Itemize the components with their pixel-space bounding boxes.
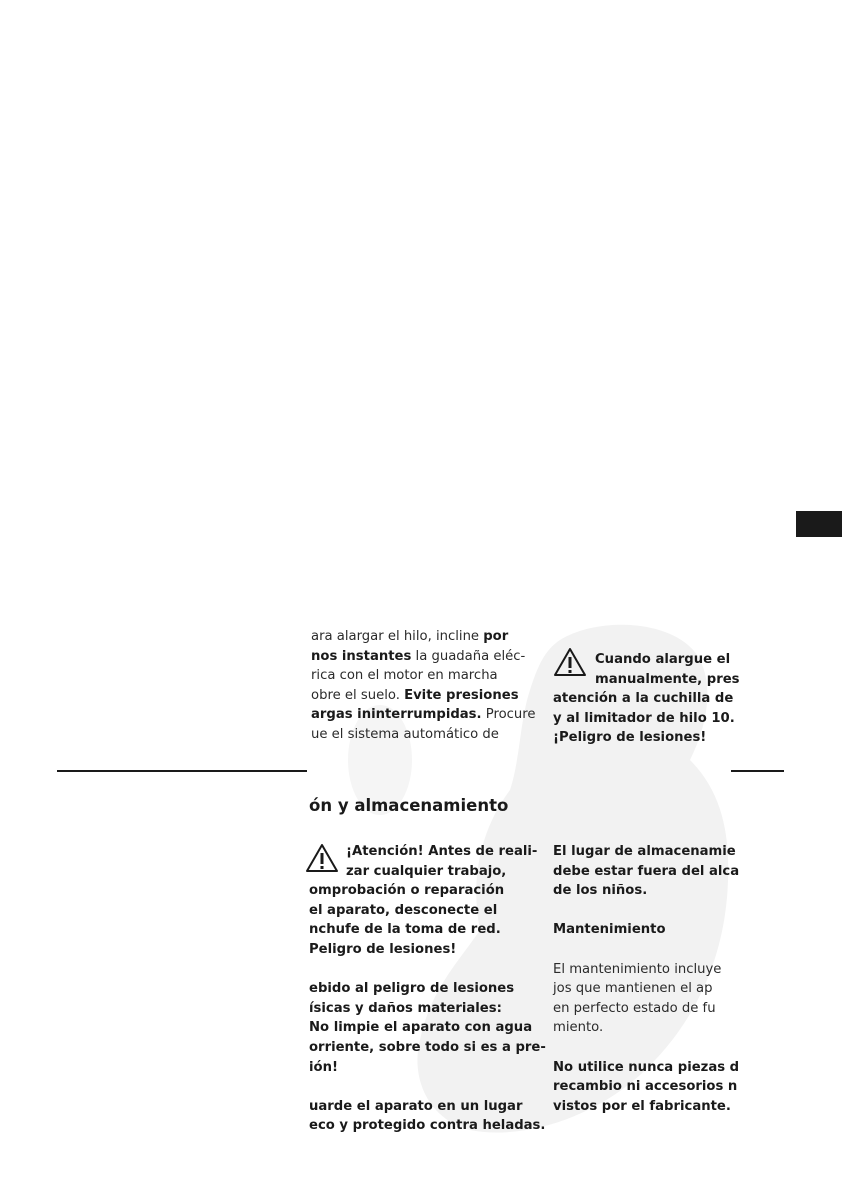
text-line: El mantenimiento incluye — [553, 961, 722, 977]
language-tab-marker — [796, 511, 842, 537]
top-left-paragraph — [311, 627, 536, 745]
text-line: vistos por el fabricante. — [553, 1098, 731, 1114]
text-line: manualmente, pres — [595, 671, 740, 687]
paragraph-gap — [553, 1038, 728, 1058]
text-line: No utilice nunca piezas d — [553, 1059, 740, 1075]
text-line: argas ininterrumpidas. Procure — [311, 707, 536, 723]
text-line: No limpie el aparato con agua — [309, 1020, 533, 1036]
text-line: el aparato, desconecte el — [309, 902, 498, 918]
text-line: ue el sistema automático de — [311, 726, 499, 742]
text-line: nchufe de la toma de red. — [309, 922, 501, 938]
text-line: ebido al peligro de lesiones — [309, 981, 515, 997]
paragraph-gap — [309, 1077, 535, 1097]
text-line: jos que mantienen el ap — [553, 981, 713, 997]
text-line: ¡Atención! Antes de reali- — [346, 844, 538, 859]
section-heading: ón y almacenamiento — [309, 796, 509, 815]
left-column — [309, 842, 546, 1136]
text-line: ara alargar el hilo, incline por — [311, 629, 509, 644]
text-line: debe estar fuera del alca — [553, 863, 740, 879]
text-line: ¡Peligro de lesiones! — [553, 730, 707, 746]
top-right-warning — [553, 650, 740, 748]
section-divider-right — [731, 770, 784, 772]
text-line: obre el suelo. Evite presiones — [311, 687, 519, 703]
text-line: atención a la cuchilla de — [553, 691, 734, 707]
text-line: uarde el aparato en un lugar — [309, 1098, 523, 1114]
text-line: omprobación o reparación — [309, 883, 505, 899]
text-line: rica con el motor en marcha — [311, 668, 498, 684]
paragraph-gap — [553, 940, 728, 960]
text-line: y al limitador de hilo 10. — [553, 710, 735, 726]
text-line: de los niños. — [553, 883, 648, 899]
text-line: en perfecto estado de fu — [553, 1000, 716, 1016]
text-line: Peligro de lesiones! — [309, 941, 457, 957]
text-line: El lugar de almacenamie — [553, 844, 736, 859]
right-column — [553, 842, 740, 1116]
text-line: zar cualquier trabajo, — [346, 863, 507, 879]
subheading-maintenance: Mantenimiento — [553, 922, 666, 938]
text-line: orriente, sobre todo si es a pre- — [309, 1039, 546, 1055]
text-line: ísicas y daños materiales: — [309, 1000, 502, 1016]
section-divider-left — [57, 770, 307, 772]
text-line: nos instantes la guadaña eléc- — [311, 648, 526, 664]
text-line: miento. — [553, 1020, 604, 1036]
text-line: ión! — [309, 1059, 338, 1075]
paragraph-gap — [309, 960, 535, 980]
text-line: eco y protegido contra heladas. — [309, 1118, 546, 1134]
text-line: recambio ni accesorios n — [553, 1079, 738, 1095]
paragraph-gap — [553, 901, 728, 921]
text-line: Cuando alargue el — [595, 652, 731, 667]
